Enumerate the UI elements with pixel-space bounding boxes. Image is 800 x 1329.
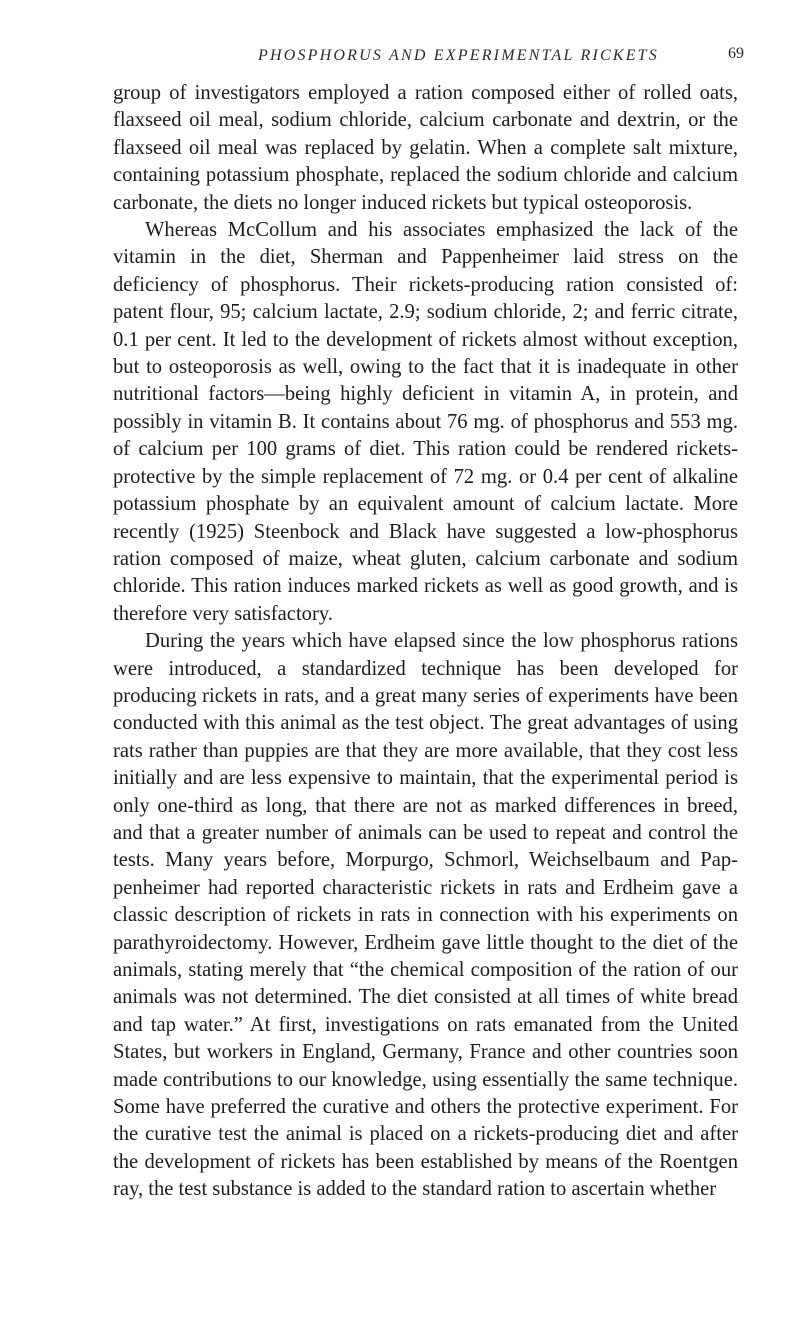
paragraph-2: Whereas McCollum and his associates emphasized the lack of the vitamin in the diet, Sherman and Pappenheimer laid stress on the deficiency of phosphorus. Their rickets-producing ration consisted of: patent flour, 95; calcium lactate, 2.9; sodium chloride, 2; and ferric citrate, 0.1 per cent. It led to the development of rickets almost without exception, but to osteoporosis as well, owing to the fact that it is inadequate in other nutritional factors—being highly deficient in vitamin A, in protein, and possibly in vitamin B. It contains about 76 mg. of phosphorus and 553 mg. of calcium per 100 grams of diet. This ration could be rendered rickets-protective by the simple replacement of 72 mg. or 0.4 per cent of alkaline potassium phosphate by an equivalent amount of calcium lactate. More recently (1925) Steenbock and Black have suggested a low-phosphorus ration composed of maize, wheat gluten, calcium carbonate and sodium chloride. This ration induces marked rickets as well as good growth, and is therefore very satisfactory.	[113, 219, 738, 625]
page-number: 69	[728, 45, 744, 62]
body-text	[113, 80, 738, 1204]
running-header: PHOSPHORUS AND EXPERIMENTAL RICKETS	[258, 47, 659, 64]
paragraph-1: group of investigators employed a ration composed either of rolled oats, flaxseed oil meal, sodium chloride, calcium carbonate and dextrin, or the flaxseed oil meal was replaced by gelatin. When a complete salt mixture, containing potassium phosphate, replaced the sodium chloride and calcium carbonate, the diets no longer induced rickets but typical osteoporosis.	[113, 82, 738, 214]
paragraph-3: During the years which have elapsed since the low phosphorus rations were introduced, a standardized technique has been developed for producing rickets in rats, and a great many series of experiments have been conducted with this animal as the test object. The great advantages of using rats rather than puppies are that they are more available, that they cost less initially and are less expensive to maintain, that the experimental period is only one-third as long, that there are not as marked differences in breed, and that a greater number of animals can be used to repeat and control the tests. Many years before, Morpurgo, Schmorl, Weichselbaum and Pappenheimer had reported characteristic rickets in rats and Erdheim gave a classic description of rickets in rats in connection with his experiments on parathyroidectomy. However, Erdheim gave little thought to the diet of the animals, stating merely that “the chemical composition of the ration of our animals was not determined. The diet consisted at all times of white bread and tap water.” At first, investigations on rats emanated from the United States, but workers in England, Germany, France and other countries soon made contributions to our knowledge, using essentially the same technique. Some have preferred the curative and others the protective experiment. For the curative test the animal is placed on a rickets-producing diet and after the development of rickets has been established by means of the Roentgen ray, the test substance is added to the standard ration to ascertain whether	[113, 630, 738, 1201]
